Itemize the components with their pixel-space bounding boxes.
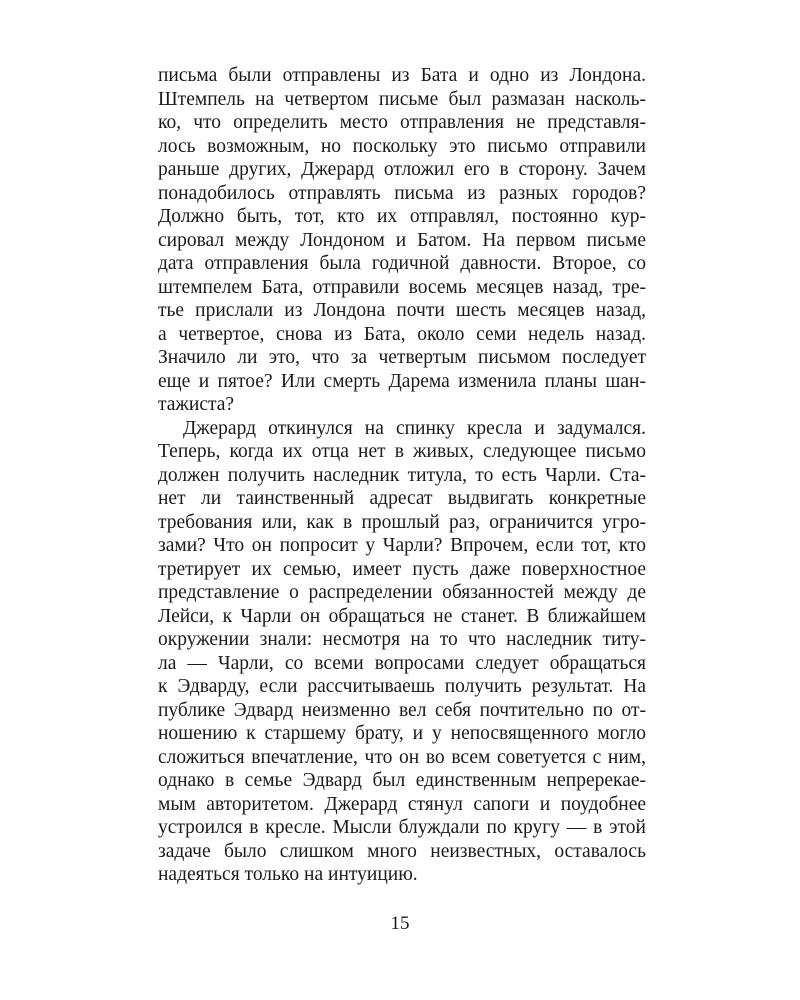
- text-line: требования или, как в прошлый раз, ограничится угро-: [158, 511, 646, 533]
- text-line: Теперь, когда их отца нет в живых, следующее письмо: [158, 441, 646, 462]
- text-line: зами? Что он попросит у Чарли? Впрочем, если тот, кто: [158, 535, 646, 556]
- text-line: ко, что определить место отправления не представля-: [158, 112, 646, 133]
- text-line: Должно быть, тот, кто их отправлял, постоянно кур-: [158, 206, 646, 227]
- text-line: публике Эдвард неизменно вел себя почтительно по от-: [158, 699, 646, 721]
- text-line: задаче было слишком много неизвестных, оставалось: [158, 840, 646, 862]
- page-body: [158, 64, 646, 887]
- text-line: мым авторитетом. Джерард стянул сапоги и поудобнее: [158, 793, 646, 815]
- text-line: устроился в кресле. Мысли блуждали по кругу — в этой: [158, 817, 646, 838]
- text-line: тажиста?: [158, 394, 235, 415]
- text-line: штемпелем Бата, отправили восемь месяцев назад, тре-: [158, 276, 646, 298]
- text-line: представление о распределении обязанностей между де: [158, 582, 646, 603]
- text-line: еще и пятое? Или смерть Дарема изменила планы шан-: [158, 370, 646, 392]
- text-line: понадобилось отправлять письма из разных городов?: [158, 182, 646, 204]
- text-line: надеяться только на интуицию.: [158, 864, 418, 885]
- text-line: ла — Чарли, со всеми вопросами следует обращаться: [158, 652, 646, 674]
- text-line: письма были отправлены из Бата и одно из Лондона.: [158, 65, 646, 86]
- paragraph: [158, 64, 646, 417]
- text-line: раньше других, Джерард отложил его в сторону. Зачем: [158, 159, 646, 180]
- text-line: сложиться впечатление, что он во всем советуется с ним,: [158, 746, 646, 768]
- text-line: Штемпель на четвертом письме был размазан насколь-: [158, 88, 646, 110]
- paragraph: [158, 417, 646, 887]
- text-line: к Эдварду, если рассчитываешь получить результат. На: [158, 676, 646, 697]
- text-line: третирует их семью, имеет пусть даже поверхностное: [158, 558, 646, 580]
- text-line: Значило ли это, что за четвертым письмом последует: [158, 347, 646, 368]
- text-line: лось возможным, но поскольку это письмо отправили: [158, 135, 646, 157]
- text-line: Лейси, к Чарли он обращаться не станет. В ближайшем: [158, 605, 646, 627]
- text-line: должен получить наследник титула, то есть Чарли. Ста-: [158, 464, 646, 486]
- text-line: ношению к старшему брату, и у непосвященного могло: [158, 723, 646, 744]
- text-line: а четвертое, снова из Бата, около семи недель назад.: [158, 323, 646, 345]
- text-line: дата отправления была годичной давности. Второе, со: [158, 253, 646, 274]
- page-number: 15: [390, 913, 410, 934]
- text-line: окружении знали: несмотря на то что наследник титу-: [158, 629, 646, 650]
- text-line: однако в семье Эдвард был единственным непререкае-: [158, 770, 646, 791]
- text-line: Джерард откинулся на спинку кресла и задумался.: [183, 417, 646, 439]
- text-line: нет ли таинственный адресат выдвигать конкретные: [158, 488, 646, 509]
- text-line: сировал между Лондоном и Батом. На первом письме: [158, 229, 646, 251]
- text-line: тье прислали из Лондона почти шесть месяцев назад,: [158, 300, 646, 321]
